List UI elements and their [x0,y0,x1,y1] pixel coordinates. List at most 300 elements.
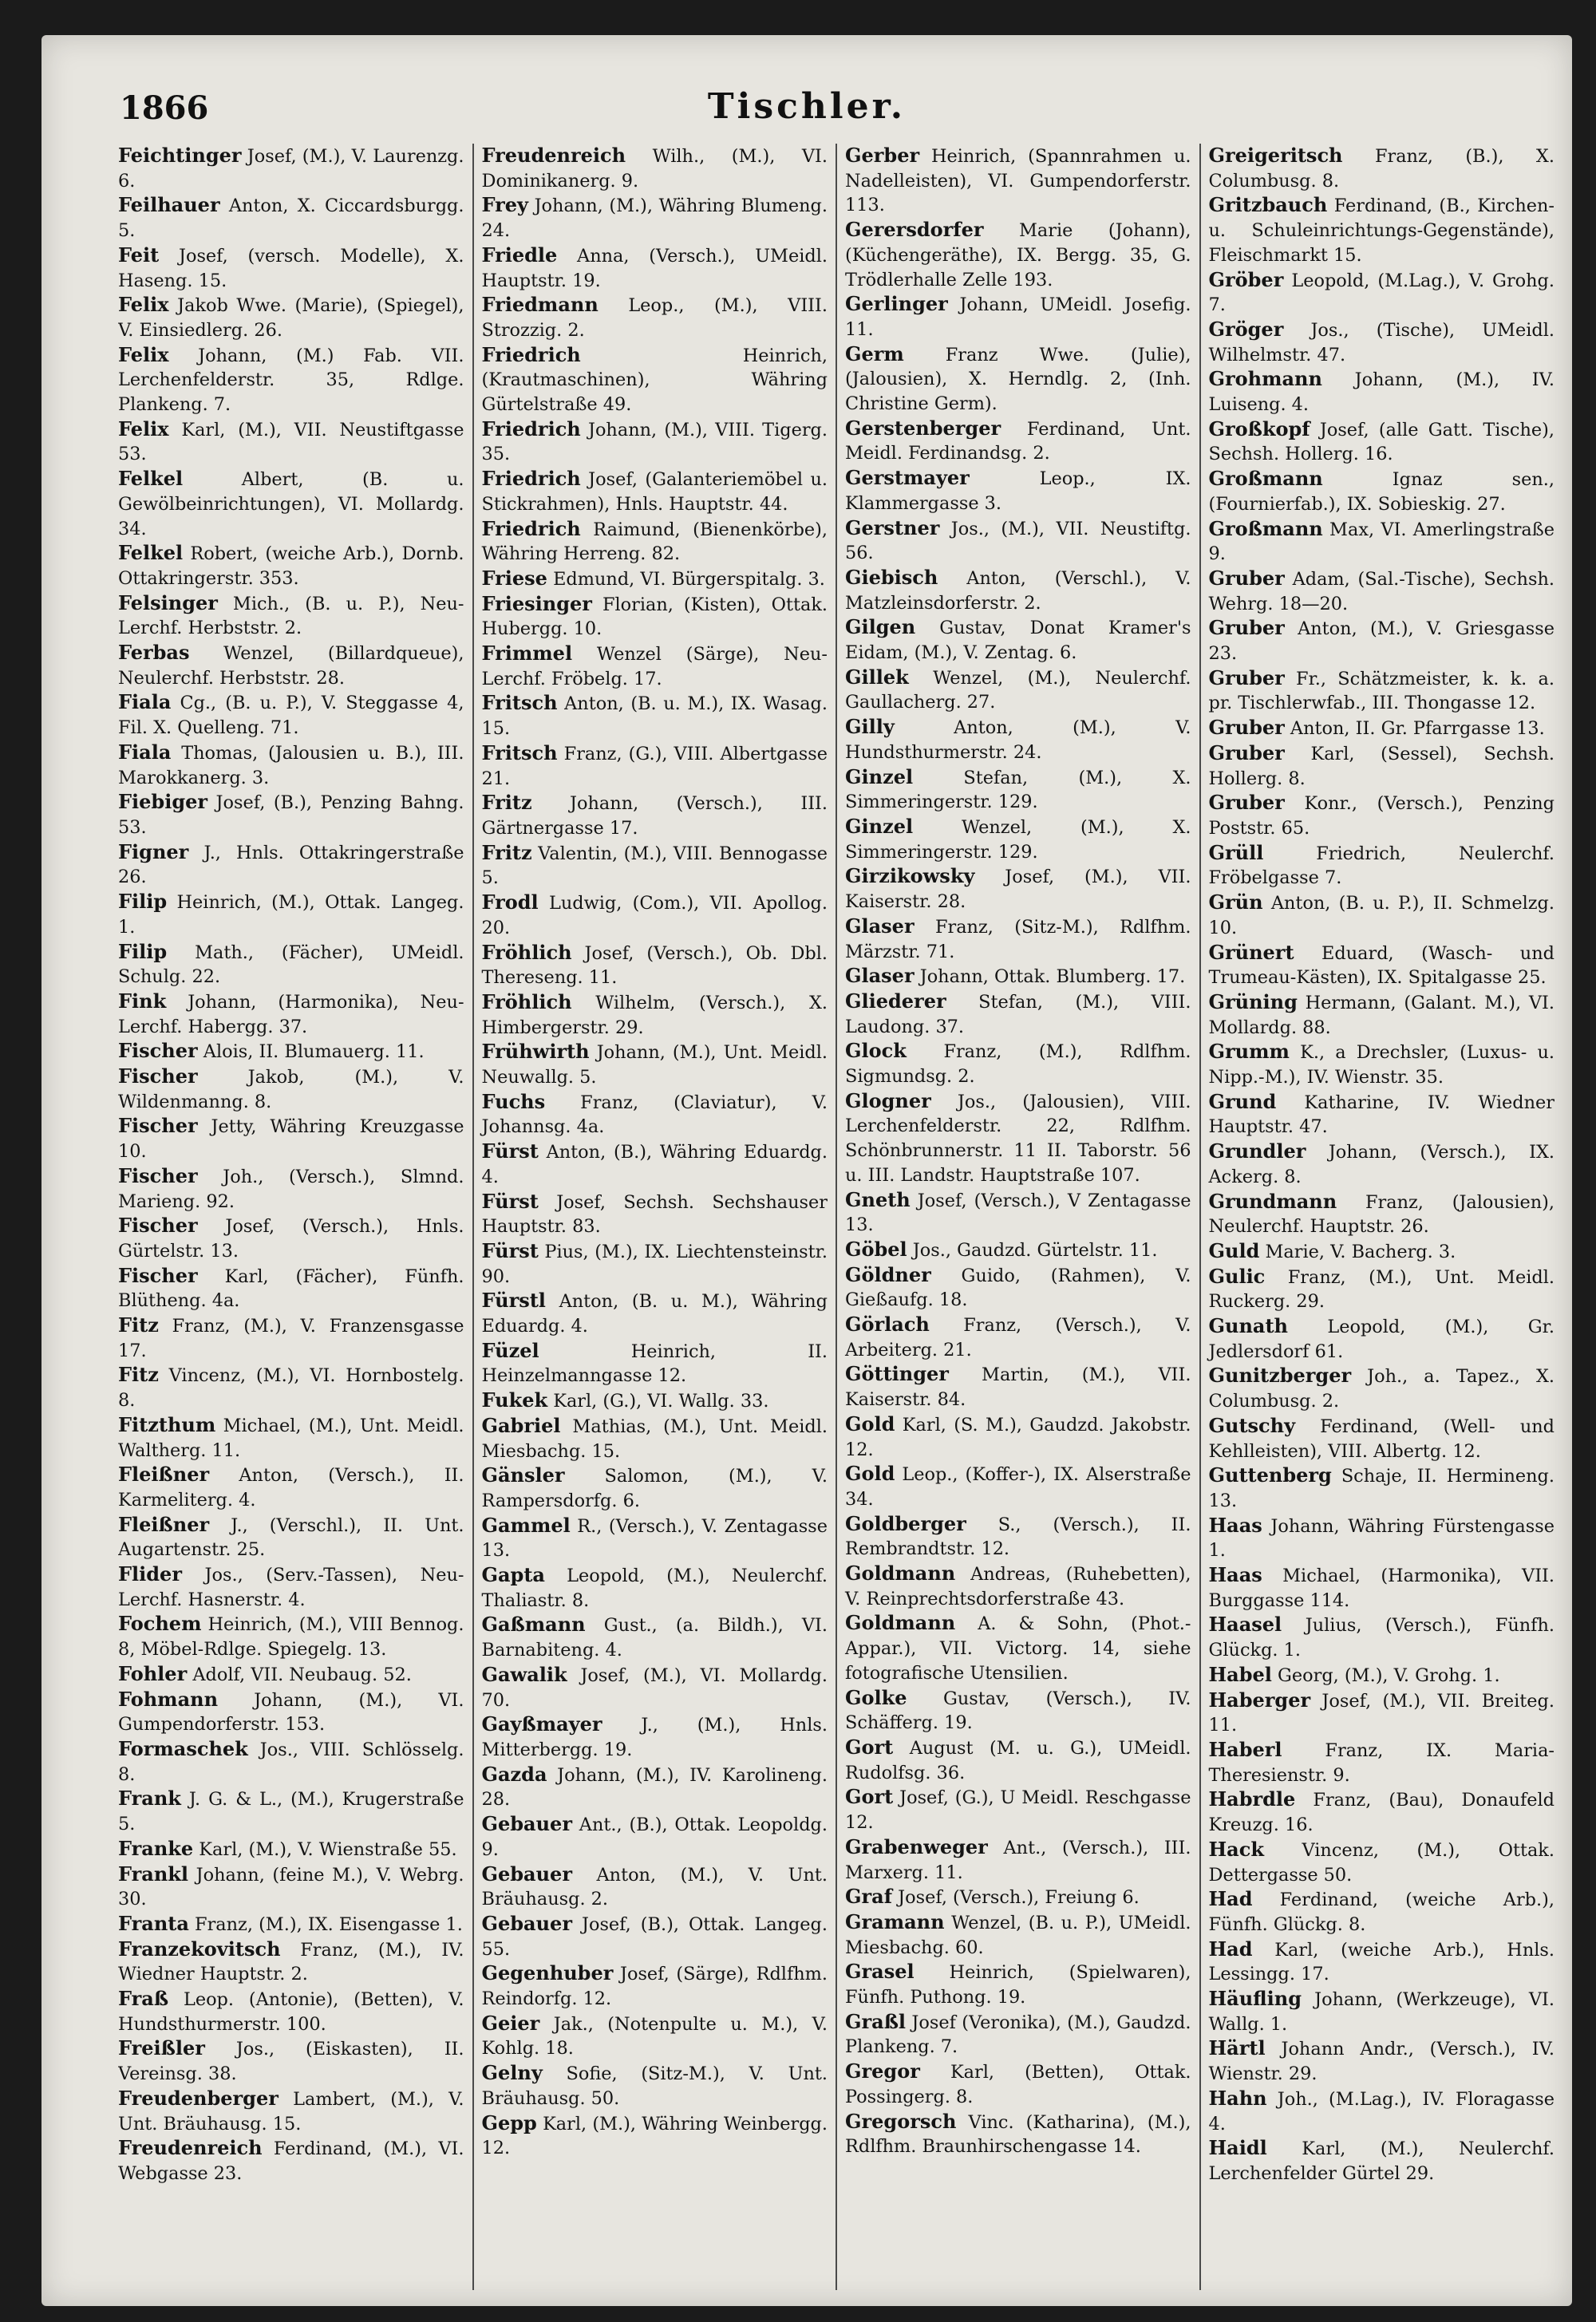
entry-name: Fukek [481,1388,548,1412]
entry-name: Fohmann [118,1687,219,1711]
entry-details: Josef, (Versch.), Ob. Dbl. Thereseng. 11. [481,942,828,989]
directory-entry [1209,1139,1555,1189]
entry-details: Franz, (M.), Rdlfhm. Sigmundsg. 2. [845,1041,1191,1088]
directory-entry [1209,2136,1555,2186]
entry-name: Göbel [845,1237,907,1261]
entry-name: Härtl [1208,2036,1266,2060]
directory-entry [118,1513,464,1562]
entry-name: Fischer [118,1163,198,1187]
entry-name: Felix [118,417,169,440]
entry-details: Jos., (Tische), UMeidl. Wilhelmstr. 47. [1208,319,1555,365]
entry-details: Heinrich, II. Heinzelmanngasse 12. [481,1341,828,1387]
directory-entry [845,1188,1191,1238]
directory-entry [845,1835,1191,1885]
entry-details: Jetty, Währing Kreuzgasse 10. [118,1116,464,1163]
entry-name: Fiala [118,740,172,764]
entry-details: Albert, (B. u. Gewölbeinrichtungen), VI. Mollardg. 34. [118,469,464,539]
directory-entry [845,1611,1191,1685]
directory-entry [1209,1314,1555,1364]
entry-name: Grabenweger [845,1834,988,1858]
directory-entry [1209,318,1555,367]
entry-details: Heinrich, (Spielwaren), Fünfh. Puthong. 19. [845,1962,1191,2008]
entry-name: Göldner [845,1262,931,1286]
directory-entry [482,1463,828,1513]
entry-details: Max, VI. Amerlingstraße 9. [1208,519,1555,565]
directory-entry [482,293,828,342]
directory-entry [1209,990,1555,1040]
entry-details: Salomon, (M.), V. Rampersdorfg. 6. [481,1466,828,1511]
entry-name: Friedrich [481,467,581,491]
directory-entry [845,615,1191,665]
directory-entry [482,642,828,691]
entry-name: Gepp [481,2111,537,2134]
entry-details: Lambert, (M.), V. Unt. Bräuhausg. 15. [118,2088,464,2134]
entry-name: Fritz [481,840,532,864]
directory-entry [845,1313,1191,1362]
entry-details: Thomas, (Jalousien u. B.), III. Marokkanerg. 3. [118,742,464,788]
directory-entry [118,1912,464,1937]
page-header [41,35,1572,131]
entry-details: Gustav, Donat Kramer's Eidam, (M.), V. Zentag. 6. [845,618,1191,664]
directory-entry [482,1040,828,1089]
entry-name: Filip [118,890,168,914]
entry-name: Fraß [118,1987,169,2011]
entry-name: Grumm [1208,1040,1290,1064]
entry-details: Heinrich, (M.), Ottak. Langeg. 1. [118,892,464,938]
entry-name: Freißler [118,2036,205,2060]
entry-name: Felsinger [118,590,218,614]
entry-name: Graßl [845,2009,907,2033]
directory-entry [1209,193,1555,267]
directory-entry [482,741,828,791]
entry-name: Füzel [481,1338,539,1362]
entry-details: Josef, (alle Gatt. Tische), Sechsh. Hollerg. 16. [1208,419,1555,465]
directory-entry [1209,1265,1555,1314]
entry-name: Graf [845,1885,893,1909]
entry-name: Fischer [118,1114,198,1138]
entry-details: Johann, (M.), VI. Gumpendorferstr. 153. [118,1689,464,1736]
entry-name: Girzikowsky [845,864,975,888]
directory-entry [845,2059,1191,2109]
entry-name: Gillek [845,665,909,689]
entry-name: Fohler [118,1661,188,1685]
entry-details: A. & Sohn, (Phot.-Appar.), VII. Victorg. 14, siehe fotografische Utensilien. [845,1613,1191,1684]
entry-details: Florian, (Kisten), Ottak. Hubergg. 10. [481,594,828,640]
entry-details: Wenzel, (Billardqueue), Neulerchf. Herbststr. 28. [118,643,464,689]
entry-details: Karl, (weiche Arb.), Hnls. Lessingg. 17. [1208,1939,1555,1985]
entry-name: Gulic [1208,1264,1266,1288]
entry-details: Anton, X. Ciccardsburgg. 5. [118,195,464,242]
entry-details: Ferdinand, (Well- und Kehlleisten), VIII. Albertg. 12. [1208,1416,1555,1462]
directory-entry [482,791,828,840]
entry-details: S., (Versch.), II. Rembrandtstr. 12. [845,1514,1191,1560]
directory-entry [482,941,828,990]
entry-details: Franz, (Bau), Donaufeld Kreuzg. 16. [1208,1790,1555,1836]
entry-details: Johann, (Harmonika), Neu-Lerchf. Habergg. 37. [118,991,464,1037]
directory-entry [118,940,464,989]
directory-entry [118,2087,464,2136]
entry-name: Fischer [118,1064,198,1088]
entry-name: Hahn [1208,2086,1267,2110]
directory-entry [118,1264,464,1313]
entry-name: Friedrich [481,342,581,366]
entry-name: Großmann [1208,467,1323,491]
directory-entry [482,2061,828,2111]
entry-name: Fochem [118,1612,202,1636]
entry-name: Goldberger [845,1511,966,1535]
entry-name: Gerstmayer [845,466,970,490]
directory-entry [1209,1190,1555,1239]
entry-details: Valentin, (M.), VIII. Bennogasse 5. [481,843,828,889]
directory-entry [118,293,464,342]
entry-details: Franz, IX. Maria-Theresienstr. 9. [1208,1740,1555,1786]
directory-entry [1209,841,1555,890]
directory-entry [118,790,464,839]
directory-entry [482,1763,828,1812]
entry-details: Ferdinand, (M.), VI. Webgasse 23. [118,2138,464,2184]
directory-entry [845,715,1191,764]
directory-entry [1209,1838,1555,1887]
entry-name: Freudenreich [118,2136,263,2160]
directory-column-3 [836,144,1199,2290]
entry-name: Gilgen [845,615,916,639]
entry-details: Marie, V. Bacherg. 3. [1265,1241,1456,1262]
entry-name: Gerber [845,144,920,167]
entry-details: Karl, (M.), VII. Neustiftgasse 53. [118,419,464,465]
directory-entry [482,691,828,740]
entry-name: Habrdle [1208,1787,1296,1811]
entry-details: Josef, (M.), V. Laurenzg. 6. [118,146,464,192]
entry-name: Germ [845,342,904,365]
directory-entry [118,1064,464,1114]
entry-details: Joh., (M.Lag.), IV. Floragasse 4. [1208,2088,1555,2134]
directory-entry [845,516,1191,566]
entry-details: Johann, (Versch.), IX. Ackerg. 8. [1208,1142,1555,1187]
entry-details: Jak., (Notenpulte u. M.), V. Kohlg. 18. [481,2013,828,2059]
directory-entry [482,1812,828,1862]
entry-name: Had [1208,1887,1253,1911]
directory-entry [118,467,464,541]
entry-details: Anna, (Versch.), UMeidl. Hauptstr. 19. [481,245,828,291]
directory-entry [845,1885,1191,1910]
entry-details: Franz, (G.), VIII. Albertgasse 21. [481,743,828,789]
entry-name: Frankl [118,1862,189,1886]
entry-name: Gammel [481,1513,571,1537]
directory-column-2 [472,144,836,2290]
directory-entry [1209,1090,1555,1139]
directory-entry [118,1688,464,1737]
entry-details: Karl, (Betten), Ottak. Possingerg. 8. [845,2062,1191,2107]
entry-details: Martin, (M.), VII. Kaiserstr. 84. [845,1364,1191,1411]
entry-name: Grundler [1208,1139,1306,1163]
entry-details: Johann, (M.), VIII. Tigerg. 35. [481,419,828,465]
entry-details: Math., (Fächer), UMeidl. Schulg. 22. [118,942,464,988]
entry-details: Leop., IX. Klammergasse 3. [845,468,1191,514]
directory-entry [118,1987,464,2036]
entry-details: Jos., (M.), VII. Neustiftg. 56. [845,518,1191,564]
entry-name: Fitz [118,1313,159,1337]
entry-details: Heinrich, (M.), VIII Bennog. 8, Möbel-Rdlge. Spiegelg. 13. [118,1614,464,1661]
entry-details: Josef, (M.), VI. Mollardg. 70. [481,1664,828,1711]
directory-entry [1209,1463,1555,1513]
entry-details: Konr., (Versch.), Penzing Poststr. 65. [1208,793,1555,839]
entry-details: Adolf, VII. Neubaug. 52. [192,1664,412,1685]
directory-entry [118,343,464,417]
entry-details: Karl, (Fächer), Fünfh. Blütheng. 4a. [118,1266,464,1312]
directory-entry [1209,2087,1555,2136]
entry-details: Johann, Ottak. Blumberg. 17. [919,966,1186,988]
entry-name: Franke [118,1836,194,1860]
entry-details: Anton, (B. u. P.), II. Schmelzg. 10. [1208,893,1555,938]
entry-name: Friedmann [481,293,598,317]
entry-details: Edmund, VI. Bürgerspitalg. 3. [553,568,825,590]
entry-details: Friedrich, Neulerchf. Fröbelgasse 7. [1208,843,1555,889]
directory-entry [482,1414,828,1463]
entry-name: Gruber [1208,566,1285,590]
directory-entry [845,765,1191,815]
entry-name: Fitz [118,1363,159,1387]
entry-details: Stefan, (M.), X. Simmeringerstr. 129. [845,767,1191,813]
entry-name: Freudenreich [481,144,626,167]
entry-details: Stefan, (M.), VIII. Laudong. 37. [845,991,1191,1037]
entry-details: Karl, (S. M.), Gaudzd. Jakobstr. 12. [845,1414,1191,1460]
directory-entry [1209,517,1555,567]
entry-details: Karl, (M.), Neulerchf. Lerchenfelder Gürtel 29. [1208,2138,1555,2184]
directory-entry [845,144,1191,218]
entry-details: Josef, (B.), Penzing Bahng. 53. [118,792,464,838]
entry-details: Julius, (Versch.), Fünfh. Glückg. 1. [1208,1615,1555,1661]
directory-entry [845,964,1191,989]
entry-name: Gruber [1208,791,1285,815]
directory-entry [118,193,464,243]
directory-entry [1209,1663,1555,1688]
entry-name: Grundmann [1208,1189,1337,1213]
entry-details: Ignaz sen., (Fournierfab.), IX. Sobieskig. 27. [1208,469,1555,515]
entry-details: Johann, (Versch.), III. Gärtnergasse 17. [481,793,828,839]
entry-details: Anton, (B. u. M.), IX. Wasag. 15. [481,693,828,740]
entry-details: Johann, (M.), Währing Blumeng. 24. [481,195,828,242]
directory-entry [118,2136,464,2186]
directory-entry [845,2110,1191,2159]
entry-name: Friesinger [481,591,592,615]
entry-details: J., (Verschl.), II. Unt. Augartenstr. 25. [118,1514,464,1561]
directory-entry [118,1214,464,1263]
entry-details: Karl, (M.), Währing Weinbergg. 12. [481,2113,828,2159]
entry-details: Schaje, II. Hermineng. 13. [1208,1466,1555,1511]
entry-details: Marie (Johann), (Küchengeräthe), IX. Bergg. 35, G. Trödlerhalle Zelle 193. [845,220,1191,290]
entry-details: Jakob, (M.), V. Wildenmanng. 8. [118,1067,464,1112]
entry-details: Heinrich, (Spannrahmen u. Nadelleisten), VI. Gumpendorferstr. 113. [845,146,1191,216]
entry-name: Gruber [1208,616,1285,640]
directory-entry [482,144,828,193]
directory-entry [1209,1563,1555,1613]
entry-name: Fürst [481,1189,539,1213]
directory-entry [482,1862,828,1912]
directory-entry [118,541,464,590]
entry-details: Ferdinand, (B., Kirchen- u. Schuleinrichtungs-Gegenstände), Fleischmarkt 15. [1208,195,1555,266]
entry-name: Gutschy [1208,1413,1296,1437]
directory-entry [1209,791,1555,840]
entry-details: Leop., (M.), VIII. Strozzig. 2. [481,295,828,341]
entry-name: Felkel [118,541,184,565]
directory-entry [1209,1239,1555,1265]
entry-name: Grasel [845,1960,915,1984]
directory-entry [1209,144,1555,193]
entry-details: Anton, (Versch.), II. Karmeliterg. 4. [118,1465,464,1510]
entry-details: Hermann, (Galant. M.), VI. Mollardg. 88. [1208,992,1555,1038]
entry-details: Guido, (Rahmen), V. Gießaufg. 18. [845,1265,1191,1311]
entry-name: Friedrich [481,516,581,540]
entry-name: Gunitzberger [1208,1364,1352,1388]
directory-entry [1209,716,1555,741]
directory-entry [845,1039,1191,1088]
directory-entry [1209,616,1555,665]
directory-entry [845,1238,1191,1263]
directory-entry [845,1462,1191,1511]
entry-details: Gustav, (Versch.), IV. Schäfferg. 19. [845,1688,1191,1734]
entry-details: Raimund, (Bienenkörbe), Währing Herreng. 82. [481,519,828,565]
entry-details: Fr., Schätzmeister, k. k. a. pr. Tischlerwfab., III. Thongasse 12. [1208,668,1555,714]
entry-name: Görlach [845,1313,930,1337]
entry-details: Cg., (B. u. P.), V. Steggasse 4, Fil. X. Quelleng. 71. [118,693,464,739]
entry-name: Gort [845,1785,894,1809]
directory-entry [1209,741,1555,791]
entry-name: Filip [118,939,168,963]
entry-details: Johann, Währing Fürstengasse 1. [1208,1515,1555,1562]
directory-entry [845,1960,1191,2009]
directory-entry [845,914,1191,964]
entry-details: Anton, (M.), V. Griesgasse 23. [1208,618,1555,665]
directory-entry [1209,1887,1555,1937]
entry-name: Feichtinger [118,144,242,167]
entry-name: Grund [1208,1089,1277,1113]
entry-details: Jakob Wwe. (Marie), (Spiegel), V. Einsiedlerg. 26. [118,295,464,341]
entry-name: Friedrich [481,417,581,440]
entry-name: Gabriel [481,1413,561,1437]
directory-column-1 [118,144,472,2290]
directory-entry [845,1263,1191,1313]
entry-details: Johann, (feine M.), V. Webrg. 30. [118,1864,464,1910]
entry-details: Jos., VIII. Schlösselg. 8. [118,1740,464,1785]
directory-entry [118,1463,464,1512]
entry-name: Gröber [1208,267,1284,291]
directory-entry [482,890,828,940]
directory-entry [482,2111,828,2161]
entry-name: Fuchs [481,1089,546,1113]
entry-details: Ferdinand, (weiche Arb.), Fünfh. Glückg. 8. [1208,1890,1555,1935]
entry-name: Frühwirth [481,1040,590,1064]
entry-details: Leopold, (M.Lag.), V. Grohg. 7. [1208,270,1555,316]
directory-entry [482,1663,828,1712]
directory-entry [845,1910,1191,1960]
entry-name: Fink [118,989,167,1013]
entry-name: Felkel [118,467,184,491]
directory-entry [1209,666,1555,716]
entry-name: Frodl [481,890,539,914]
entry-name: Felix [118,342,169,366]
directory-entry [482,1090,828,1139]
entry-details: Karl, (G.), VI. Wallg. 33. [553,1391,769,1412]
directory-entry [118,1787,464,1836]
entry-name: Fischer [118,1039,198,1063]
entry-name: Friese [481,566,547,590]
entry-name: Fitzthum [118,1412,216,1436]
directory-entry [118,1313,464,1363]
entry-name: Greigeritsch [1208,144,1343,167]
entry-details: Alois, II. Blumauerg. 11. [203,1041,425,1063]
directory-entry [118,1937,464,1987]
entry-details: J., (M.), Hnls. Mitterbergg. 19. [481,1715,828,1760]
entry-name: Großkopf [1208,417,1310,440]
directory-entry [1209,467,1555,516]
directory-entry [845,1089,1191,1188]
entry-details: Jos., (Jalousien), VIII. Lerchenfelderstr. 22, Rdlfhm. Schönbrunnerstr. 11 II. Taborstr. 56 u. III. Landstr. Hauptstraße 107. [845,1091,1191,1186]
entry-name: Fürst [481,1139,539,1163]
entry-name: Guld [1208,1238,1260,1262]
entry-name: Gunath [1208,1314,1288,1338]
entry-name: Gramann [845,1909,945,1933]
directory-entry [118,417,464,467]
directory-entry [482,841,828,890]
entry-name: Gort [845,1736,894,1759]
entry-details: J., Hnls. Ottakringerstraße 26. [118,842,464,888]
directory-entry [118,690,464,740]
directory-entry [845,566,1191,615]
entry-name: Gerersdorfer [845,218,984,242]
directory-entry [482,1912,828,1961]
directory-entry [845,218,1191,292]
directory-entry [118,2036,464,2086]
directory-entry [482,1712,828,1762]
directory-entry [845,1785,1191,1834]
entry-name: Grün [1208,890,1263,914]
entry-name: Gregorsch [845,2109,957,2133]
directory-entry [118,591,464,641]
entry-name: Gold [845,1412,895,1435]
entry-details: R., (Versch.), V. Zentagasse 13. [481,1515,828,1562]
entry-details: Karl, (M.), V. Wienstraße 55. [199,1838,457,1860]
directory-entry [845,1412,1191,1462]
entry-name: Gebauer [481,1911,572,1935]
entry-name: Frey [481,193,528,217]
entry-name: Ginzel [845,814,914,838]
directory-entry [482,567,828,592]
directory-entry [1209,1738,1555,1787]
entry-details: Johann, (M.), IV. Karolineng. 28. [481,1764,828,1811]
entry-details: Franz Wwe. (Julie), (Jalousien), X. Herndlg. 2, (Inh. Christine Germ). [845,344,1191,415]
entry-name: Giebisch [845,565,938,589]
entry-details: Josef, (G.), U Meidl. Reschgasse 12. [845,1787,1191,1834]
directory-entry [1209,1040,1555,1089]
entry-details: Josef, (Galanteriemöbel u. Stickrahmen), Hnls. Hauptstr. 44. [481,469,828,515]
entry-name: Fritsch [481,740,558,764]
entry-name: Gritzbauch [1208,193,1328,217]
entry-name: Gebauer [481,1812,572,1836]
entry-details: Heinrich, (Krautmaschinen), Währing Gürtelstraße 49. [481,345,828,416]
directory-entry [118,1413,464,1463]
entry-name: Fleißner [118,1512,210,1536]
directory-entry [482,1339,828,1388]
directory-entry [845,292,1191,342]
entry-details: Pius, (M.), IX. Liechtensteinstr. 90. [481,1241,828,1287]
entry-details: Franz, (M.), V. Franzensgasse 17. [118,1316,464,1361]
directory-entry [118,1164,464,1214]
entry-name: Feilhauer [118,193,220,217]
entry-name: Goldmann [845,1562,956,1586]
entry-details: Anton, (B. u. M.), Währing Eduardg. 4. [481,1291,828,1337]
directory-entry [482,343,828,417]
directory-page [41,35,1572,2306]
